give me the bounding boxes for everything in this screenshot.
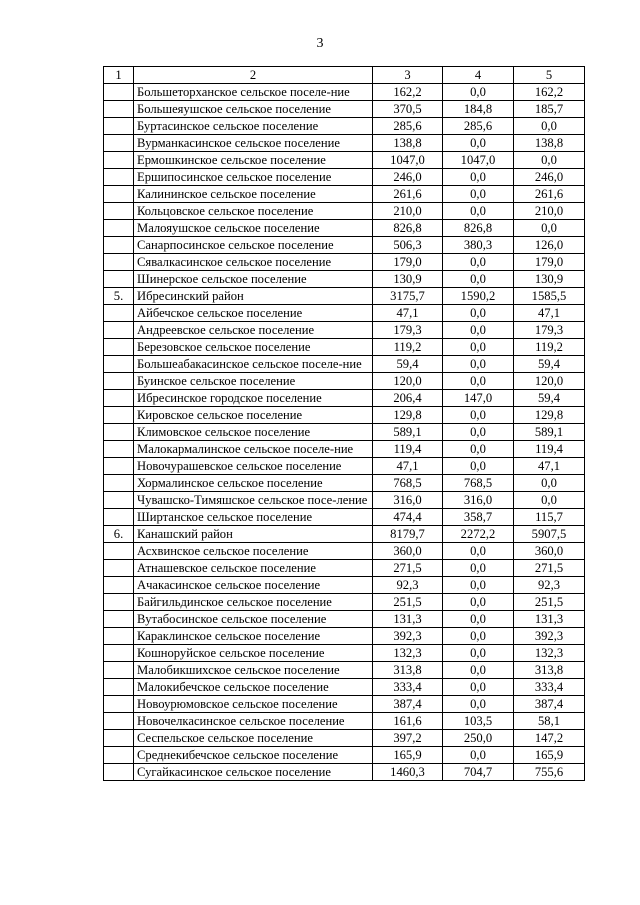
column-5-value: 755,6 (514, 764, 585, 781)
settlement-name: Ширтанское сельское поселение (134, 509, 373, 526)
settlement-name: Новочелкасинское сельское поселение (134, 713, 373, 730)
column-5-value: 261,6 (514, 186, 585, 203)
row-index (104, 305, 134, 322)
column-5-value: 313,8 (514, 662, 585, 679)
settlement-name: Андреевское сельское поселение (134, 322, 373, 339)
total-value: 1460,3 (373, 764, 443, 781)
column-5-value: 0,0 (514, 152, 585, 169)
table-body (104, 67, 585, 781)
row-index (104, 237, 134, 254)
table-row (104, 305, 585, 322)
row-index (104, 220, 134, 237)
total-value: 397,2 (373, 730, 443, 747)
row-index: 6. (104, 526, 134, 543)
column-5-value: 0,0 (514, 475, 585, 492)
column-5-value: 59,4 (514, 356, 585, 373)
column-4-value: 0,0 (443, 577, 514, 594)
column-5-value: 119,4 (514, 441, 585, 458)
column-4-value: 285,6 (443, 118, 514, 135)
settlement-name: Малокибечское сельское поселение (134, 679, 373, 696)
total-value: 333,4 (373, 679, 443, 696)
column-4-value: 250,0 (443, 730, 514, 747)
column-4-value: 1590,2 (443, 288, 514, 305)
table-row (104, 135, 585, 152)
settlement-name: Сугайкасинское сельское поселение (134, 764, 373, 781)
total-value: 246,0 (373, 169, 443, 186)
column-5-value: 58,1 (514, 713, 585, 730)
column-4-value: 184,8 (443, 101, 514, 118)
row-index (104, 628, 134, 645)
column-5-value: 0,0 (514, 118, 585, 135)
column-4-value: 0,0 (443, 645, 514, 662)
row-index (104, 509, 134, 526)
row-index (104, 373, 134, 390)
column-5-value: 165,9 (514, 747, 585, 764)
table-row (104, 288, 585, 305)
column-5-value: 392,3 (514, 628, 585, 645)
row-index (104, 594, 134, 611)
table-row (104, 560, 585, 577)
column-5-value: 251,5 (514, 594, 585, 611)
column-4-value: 0,0 (443, 254, 514, 271)
settlement-name: Асхвинское сельское поселение (134, 543, 373, 560)
total-value: 179,3 (373, 322, 443, 339)
table-row (104, 577, 585, 594)
column-header: 3 (373, 67, 443, 84)
column-5-value: 0,0 (514, 220, 585, 237)
column-5-value: 115,7 (514, 509, 585, 526)
column-header: 1 (104, 67, 134, 84)
column-4-value: 0,0 (443, 322, 514, 339)
row-index: 5. (104, 288, 134, 305)
total-value: 370,5 (373, 101, 443, 118)
column-5-value: 179,3 (514, 322, 585, 339)
total-value: 129,8 (373, 407, 443, 424)
settlement-name: Атнашевское сельское поселение (134, 560, 373, 577)
row-index (104, 186, 134, 203)
settlement-name: Малобикшихское сельское поселение (134, 662, 373, 679)
column-4-value: 0,0 (443, 628, 514, 645)
column-4-value: 0,0 (443, 543, 514, 560)
column-5-value: 47,1 (514, 305, 585, 322)
column-4-value: 2272,2 (443, 526, 514, 543)
row-index (104, 424, 134, 441)
column-header: 4 (443, 67, 514, 84)
settlement-name: Большеяушское сельское поселение (134, 101, 373, 118)
row-index (104, 679, 134, 696)
total-value: 8179,7 (373, 526, 443, 543)
settlement-name: Хормалинское сельское поселение (134, 475, 373, 492)
column-5-value: 138,8 (514, 135, 585, 152)
table-row (104, 628, 585, 645)
table-row (104, 662, 585, 679)
total-value: 119,4 (373, 441, 443, 458)
settlement-name: Байгильдинское сельское поселение (134, 594, 373, 611)
column-5-value: 589,1 (514, 424, 585, 441)
row-index (104, 390, 134, 407)
column-5-value: 1585,5 (514, 288, 585, 305)
column-5-value: 387,4 (514, 696, 585, 713)
column-5-value: 131,3 (514, 611, 585, 628)
column-4-value: 0,0 (443, 560, 514, 577)
table-row (104, 526, 585, 543)
row-index (104, 458, 134, 475)
table-row (104, 254, 585, 271)
table-row (104, 747, 585, 764)
row-index (104, 322, 134, 339)
column-5-value: 185,7 (514, 101, 585, 118)
settlement-name: Березовское сельское поселение (134, 339, 373, 356)
settlement-name: Климовское сельское поселение (134, 424, 373, 441)
column-4-value: 0,0 (443, 271, 514, 288)
table-row (104, 220, 585, 237)
column-4-value: 103,5 (443, 713, 514, 730)
row-index (104, 118, 134, 135)
table-row (104, 152, 585, 169)
settlement-name: Ибресинский район (134, 288, 373, 305)
table-row (104, 492, 585, 509)
table-row (104, 373, 585, 390)
column-4-value: 0,0 (443, 356, 514, 373)
settlement-name: Чувашско-Тимяшское сельское посе-ление (134, 492, 373, 509)
column-4-value: 0,0 (443, 135, 514, 152)
table-row (104, 543, 585, 560)
row-index (104, 560, 134, 577)
settlement-name: Шинерское сельское поселение (134, 271, 373, 288)
column-4-value: 704,7 (443, 764, 514, 781)
column-5-value: 360,0 (514, 543, 585, 560)
total-value: 130,9 (373, 271, 443, 288)
row-index (104, 84, 134, 101)
row-index (104, 101, 134, 118)
table-row (104, 764, 585, 781)
total-value: 161,6 (373, 713, 443, 730)
settlement-name: Большеабакасинское сельское поселе-ние (134, 356, 373, 373)
row-index (104, 611, 134, 628)
row-index (104, 254, 134, 271)
column-4-value: 0,0 (443, 305, 514, 322)
table-header-row (104, 67, 585, 84)
budget-table (103, 66, 585, 781)
row-index (104, 169, 134, 186)
total-value: 119,2 (373, 339, 443, 356)
settlement-name: Айбечское сельское поселение (134, 305, 373, 322)
column-4-value: 0,0 (443, 339, 514, 356)
settlement-name: Ачакасинское сельское поселение (134, 577, 373, 594)
settlement-name: Большеторханское сельское поселе-ние (134, 84, 373, 101)
table-row (104, 594, 585, 611)
total-value: 92,3 (373, 577, 443, 594)
total-value: 474,4 (373, 509, 443, 526)
table-row (104, 101, 585, 118)
table-row (104, 713, 585, 730)
column-4-value: 826,8 (443, 220, 514, 237)
total-value: 47,1 (373, 458, 443, 475)
total-value: 316,0 (373, 492, 443, 509)
settlement-name: Вутабосинское сельское поселение (134, 611, 373, 628)
row-index (104, 203, 134, 220)
settlement-name: Канашский район (134, 526, 373, 543)
total-value: 589,1 (373, 424, 443, 441)
settlement-name: Кольцовское сельское поселение (134, 203, 373, 220)
table-row (104, 407, 585, 424)
table-row (104, 475, 585, 492)
column-5-value: 119,2 (514, 339, 585, 356)
column-4-value: 358,7 (443, 509, 514, 526)
total-value: 3175,7 (373, 288, 443, 305)
total-value: 261,6 (373, 186, 443, 203)
table-row (104, 322, 585, 339)
total-value: 387,4 (373, 696, 443, 713)
settlement-name: Ершипосинское сельское поселение (134, 169, 373, 186)
page-number: 3 (316, 36, 324, 51)
total-value: 179,0 (373, 254, 443, 271)
table-row (104, 186, 585, 203)
column-5-value: 47,1 (514, 458, 585, 475)
column-5-value: 333,4 (514, 679, 585, 696)
row-index (104, 577, 134, 594)
column-5-value: 210,0 (514, 203, 585, 220)
column-5-value: 92,3 (514, 577, 585, 594)
row-index (104, 730, 134, 747)
settlement-name: Ермошкинское сельское поселение (134, 152, 373, 169)
column-header: 5 (514, 67, 585, 84)
table-row (104, 118, 585, 135)
table-row (104, 84, 585, 101)
column-5-value: 132,3 (514, 645, 585, 662)
column-header: 2 (134, 67, 373, 84)
settlement-name: Кошноруйское сельское поселение (134, 645, 373, 662)
settlement-name: Сявалкасинское сельское поселение (134, 254, 373, 271)
total-value: 131,3 (373, 611, 443, 628)
column-5-value: 5907,5 (514, 526, 585, 543)
row-index (104, 696, 134, 713)
table-row (104, 271, 585, 288)
total-value: 206,4 (373, 390, 443, 407)
table-row (104, 509, 585, 526)
column-4-value: 0,0 (443, 186, 514, 203)
total-value: 251,5 (373, 594, 443, 611)
total-value: 162,2 (373, 84, 443, 101)
column-5-value: 271,5 (514, 560, 585, 577)
total-value: 47,1 (373, 305, 443, 322)
column-4-value: 0,0 (443, 662, 514, 679)
table-row (104, 356, 585, 373)
column-4-value: 0,0 (443, 458, 514, 475)
row-index (104, 356, 134, 373)
row-index (104, 152, 134, 169)
settlement-name: Калининское сельское поселение (134, 186, 373, 203)
table-row (104, 458, 585, 475)
settlement-name: Буинское сельское поселение (134, 373, 373, 390)
column-5-value: 120,0 (514, 373, 585, 390)
total-value: 392,3 (373, 628, 443, 645)
column-4-value: 0,0 (443, 611, 514, 628)
column-5-value: 129,8 (514, 407, 585, 424)
settlement-name: Кировское сельское поселение (134, 407, 373, 424)
total-value: 360,0 (373, 543, 443, 560)
row-index (104, 135, 134, 152)
column-4-value: 0,0 (443, 424, 514, 441)
row-index (104, 475, 134, 492)
column-4-value: 0,0 (443, 441, 514, 458)
row-index (104, 645, 134, 662)
column-4-value: 0,0 (443, 696, 514, 713)
column-4-value: 380,3 (443, 237, 514, 254)
table-row (104, 237, 585, 254)
total-value: 138,8 (373, 135, 443, 152)
total-value: 1047,0 (373, 152, 443, 169)
total-value: 826,8 (373, 220, 443, 237)
table-row (104, 169, 585, 186)
total-value: 313,8 (373, 662, 443, 679)
table-row (104, 424, 585, 441)
settlement-name: Малояушское сельское поселение (134, 220, 373, 237)
row-index (104, 339, 134, 356)
settlement-name: Новоурюмовское сельское поселение (134, 696, 373, 713)
table-row (104, 645, 585, 662)
row-index (104, 662, 134, 679)
total-value: 165,9 (373, 747, 443, 764)
settlement-name: Ибресинское городское поселение (134, 390, 373, 407)
settlement-name: Малокармалинское сельское поселе-ние (134, 441, 373, 458)
total-value: 210,0 (373, 203, 443, 220)
column-4-value: 0,0 (443, 169, 514, 186)
total-value: 271,5 (373, 560, 443, 577)
column-4-value: 147,0 (443, 390, 514, 407)
settlement-name: Новочурашевское сельское поселение (134, 458, 373, 475)
total-value: 285,6 (373, 118, 443, 135)
row-index (104, 713, 134, 730)
column-5-value: 246,0 (514, 169, 585, 186)
total-value: 506,3 (373, 237, 443, 254)
column-4-value: 0,0 (443, 407, 514, 424)
table-row (104, 730, 585, 747)
settlement-name: Санарпосинское сельское поселение (134, 237, 373, 254)
total-value: 132,3 (373, 645, 443, 662)
column-4-value: 0,0 (443, 747, 514, 764)
column-4-value: 0,0 (443, 84, 514, 101)
column-4-value: 0,0 (443, 679, 514, 696)
column-4-value: 1047,0 (443, 152, 514, 169)
table-row (104, 679, 585, 696)
row-index (104, 441, 134, 458)
row-index (104, 764, 134, 781)
column-5-value: 0,0 (514, 492, 585, 509)
column-4-value: 0,0 (443, 373, 514, 390)
table-row (104, 203, 585, 220)
row-index (104, 543, 134, 560)
column-4-value: 0,0 (443, 594, 514, 611)
column-5-value: 126,0 (514, 237, 585, 254)
row-index (104, 271, 134, 288)
row-index (104, 492, 134, 509)
table-row (104, 441, 585, 458)
column-5-value: 147,2 (514, 730, 585, 747)
total-value: 59,4 (373, 356, 443, 373)
settlement-name: Среднекибечское сельское поселение (134, 747, 373, 764)
table-row (104, 696, 585, 713)
total-value: 120,0 (373, 373, 443, 390)
column-5-value: 162,2 (514, 84, 585, 101)
settlement-name: Караклинское сельское поселение (134, 628, 373, 645)
table-row (104, 611, 585, 628)
column-5-value: 130,9 (514, 271, 585, 288)
total-value: 768,5 (373, 475, 443, 492)
table-row (104, 339, 585, 356)
settlement-name: Вурманкасинское сельское поселение (134, 135, 373, 152)
column-4-value: 768,5 (443, 475, 514, 492)
column-4-value: 0,0 (443, 203, 514, 220)
column-4-value: 316,0 (443, 492, 514, 509)
table-row (104, 390, 585, 407)
settlement-name: Буртасинское сельское поселение (134, 118, 373, 135)
column-5-value: 179,0 (514, 254, 585, 271)
column-5-value: 59,4 (514, 390, 585, 407)
row-index (104, 407, 134, 424)
settlement-name: Сеспельское сельское поселение (134, 730, 373, 747)
row-index (104, 747, 134, 764)
